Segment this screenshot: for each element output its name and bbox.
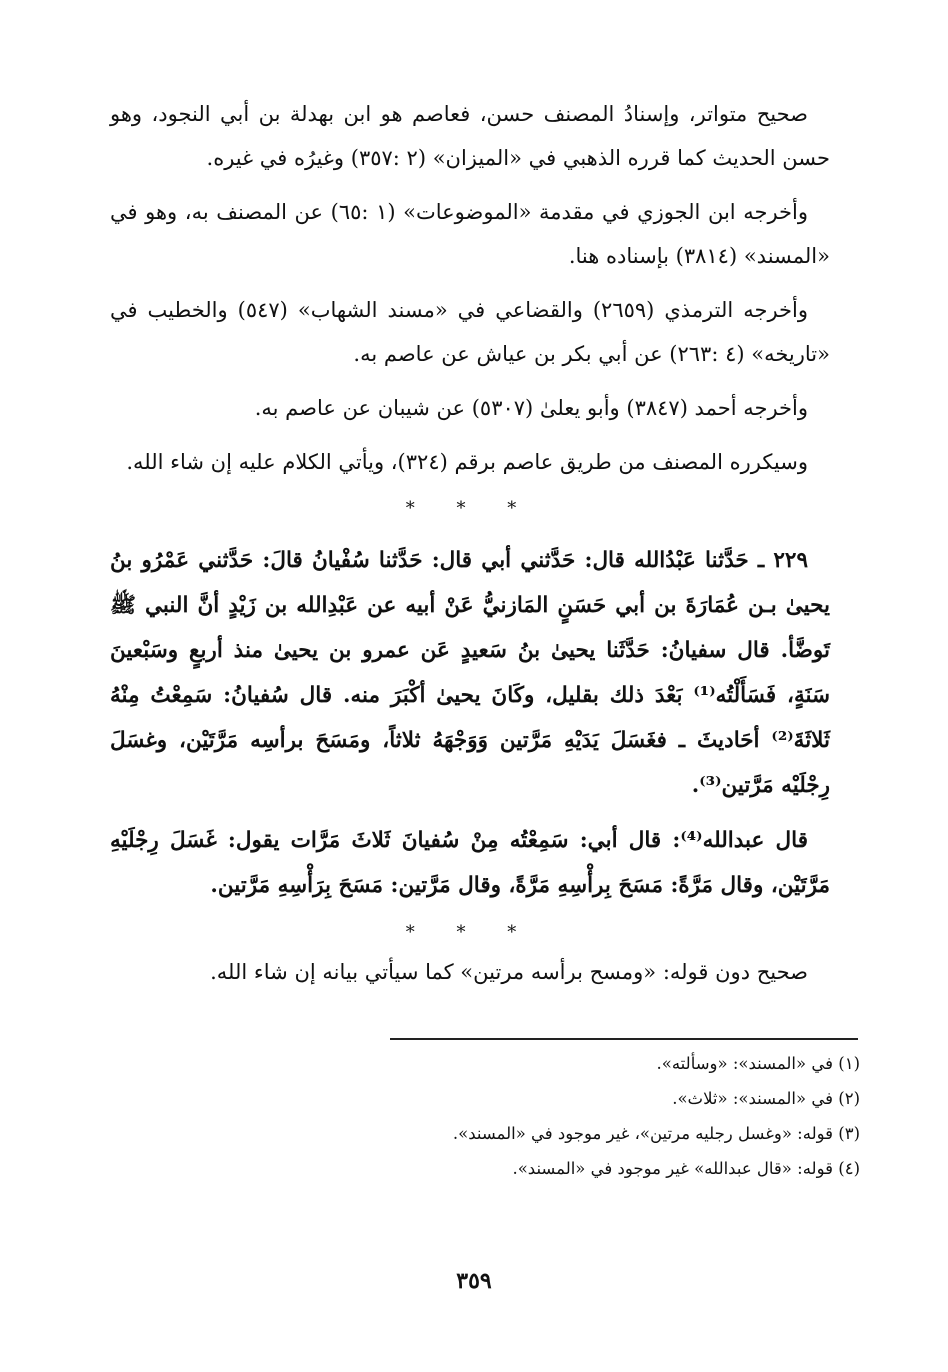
footnotes: [300, 1046, 860, 1186]
paragraph-grading: صحيح متواتر، وإسنادُ المصنف حسن، فعاصم هو ابن بهدلة بن أبي النجود، وهو حسن الحديث كما قرره الذهبي في «الميزان» (٢ :٣٥٧) وغيرُه في غيره.: [110, 102, 830, 170]
footnote-2: (٢) في «المسند»: «ثلاث».: [672, 1089, 860, 1108]
paragraph-ibn-aljawzi: وأخرجه ابن الجوزي في مقدمة «الموضوعات» (١ :٦٥) عن المصنف به، وهو في «المسند» (٣٨١٤) بإسناده هنا.: [110, 200, 830, 268]
paragraph-ahmad: وأخرجه أحمد (٣٨٤٧) وأبو يعلىٰ (٥٣٠٧) عن شيبان عن عاصم به.: [254, 396, 808, 420]
footnote-divider: [390, 1038, 858, 1040]
footnote-4: (٤) قوله: «قال عبدالله» غير موجود في «المسند».: [512, 1159, 860, 1178]
paragraph-tirmidhi: وأخرجه الترمذي (٢٦٥٩) والقضاعي في «مسند الشهاب» (٥٤٧) والخطيب في «تاريخه» (٤ :٢٦٣) عن أبي بكر بن عياش عن عاصم به.: [110, 298, 830, 366]
final-grading: صحيح دون قوله: «ومسح برأسه مرتين» كما سيأتي بيانه إن شاء الله.: [210, 960, 808, 984]
paragraph-repeat-note: وسيكرره المصنف من طريق عاصم برقم (٣٢٤)، ويأتي الكلام عليه إن شاء الله.: [126, 450, 808, 474]
section-separator-2: * * *: [405, 922, 535, 943]
hadith-text: ٢٢٩ ـ حَدَّثنا عَبْدُالله قال: حَدَّثني أبي قال: حَدَّثنا سُفْيانُ قالَ: حَدَّثني عَمْرُو بنُ يحيىٰ بـن عُمَارَةَ بن أبي حَسَنٍ المَازنيُّ عَنْ أبيه عن عَبْدِالله بن زَيْدٍ أنَّ النبي ﷺ تَوضَّأ. قال سفيانُ: حَدَّثَنا يحيىٰ بنُ سَعيدٍ عَن عمرو بن يحيىٰ منذ أربعٍ وسَبْعينَ سَنَةٍ، فَسَأَلْتُه⁽¹⁾ بَعْدَ ذلك بقليل، وكَانَ يحيىٰ أكْبَرَ منه. قال سُفيانُ: سَمِعْتُ مِنْهُ ثَلاثَةَ⁽²⁾ أحَاديثَ ـ فغَسَلَ يَدَيْهِ مَرَّتين وَوَجْهَهُ ثلاثاً، ومَسَحَ برأسِه مَرَّتَيْن، وغسَلَ رِجْلَيْه مَرَّتين⁽³⁾.: [110, 548, 830, 798]
hadith-note: قال عبدالله⁽⁴⁾: قال أبي: سَمِعْتُه مِنْ سُفيانَ ثَلاثَ مَرَّات يقول: غَسَلَ رِجْلَيْهِ مَرَّتَيْن، وقال مَرَّةً: مَسَحَ بِرأْسِهِ مَرَّةً، وقال مَرَّتين: مَسَحَ بِرَأْسِهِ مَرَّتين.: [110, 828, 830, 898]
footnote-3: (٣) قوله: «وغسل رجليه مرتين»، غير موجود في «المسند».: [452, 1124, 860, 1143]
footnote-1: (١) في «المسند»: «وسألته».: [656, 1054, 860, 1073]
section-separator: * * *: [405, 498, 535, 519]
page-number: ٣٥٩: [456, 1268, 492, 1294]
